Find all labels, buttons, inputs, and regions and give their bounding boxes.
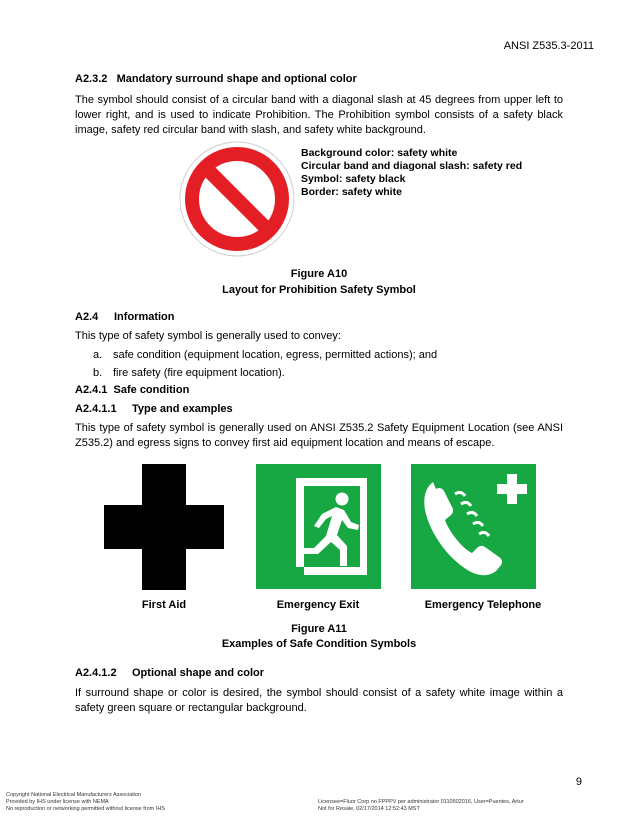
section-body-a2-4-1-2: If surround shape or color is desired, the symbol should consist of a safety white image within a safety green square or rectangular background. <box>75 687 563 714</box>
legend-symbol: Symbol: safety black <box>301 173 406 185</box>
legend-background: Background color: safety white <box>301 147 458 159</box>
figure-a11-title: Examples of Safe Condition Symbols <box>221 638 417 650</box>
prohibition-symbol-icon <box>178 140 296 258</box>
symbol-label-first-aid: First Aid <box>141 599 187 611</box>
footer-left-line-1: Copyright National Electrical Manufacturers Association <box>6 792 142 798</box>
page-number: 9 <box>575 776 582 788</box>
legend-border: Border: safety white <box>301 186 402 198</box>
document-id: ANSI Z535.3-2011 <box>503 40 594 52</box>
section-heading-a2-4-1: A2.4.1 Safe condition <box>75 384 190 396</box>
figure-a10-title: Layout for Prohibition Safety Symbol <box>222 284 416 296</box>
section-body-a2-4-1-1: This type of safety symbol is generally used on ANSI Z535.2 Safety Equipment Location (see ANSI Z535.2) and egress signs to convey first aid equipment location and means of escape. <box>75 422 563 449</box>
emergency-telephone-icon <box>411 464 536 589</box>
section-heading-a2-3-2: A2.3.2 Mandatory surround shape and optional color <box>75 73 357 85</box>
first-aid-cross-icon <box>104 464 224 590</box>
symbol-label-emergency-exit: Emergency Exit <box>276 599 360 611</box>
footer-left-line-2: Provided by IHS under license with NEMA <box>6 799 109 805</box>
legend-band: Circular band and diagonal slash: safety red <box>301 160 523 172</box>
figure-a10-legend <box>301 147 522 199</box>
section-body-a2-3-2: The symbol should consist of a circular band with a diagonal slash at 45 degrees from upper left to lower right, and is used to indicate Prohibition. The Prohibition symbol consists of a safety black image, safety red circular band with slash, and safety white background. <box>75 94 563 136</box>
section-number-a2-4-1-1: A2.4.1.1 <box>75 403 117 415</box>
symbol-label-emergency-telephone: Emergency Telephone <box>424 599 542 611</box>
figure-a11-number: Figure A11 <box>291 623 347 635</box>
list-marker-b: b. <box>93 367 103 379</box>
section-title-a2-4: Information <box>114 311 175 323</box>
footer-right-line-2: Not for Resale, 02/17/2014 12:52:43 MST <box>318 806 420 812</box>
list-item-b: fire safety (fire equipment location). <box>113 367 285 379</box>
list-marker-a: a. <box>93 349 103 361</box>
footer-right <box>318 799 524 813</box>
footer-left <box>6 792 165 813</box>
section-title-a2-4-1-2: Optional shape and color <box>132 667 265 679</box>
figure-a10-number: Figure A10 <box>290 268 348 280</box>
footer-left-line-3: No reproduction or networking permitted without license from IHS <box>6 806 165 812</box>
section-number-a2-4: A2.4 <box>75 311 99 323</box>
section-title-a2-4-1-1: Type and examples <box>132 403 233 415</box>
emergency-exit-icon <box>256 464 381 589</box>
footer-right-line-1: Licensee=Fluor Corp no FPPPV per administrator 0110502016, User=Puentes, Artur <box>318 799 524 805</box>
list-item-a: safe condition (equipment location, egress, permitted actions); and <box>113 349 438 361</box>
section-intro-a2-4: This type of safety symbol is generally used to convey: <box>75 330 341 342</box>
section-number-a2-4-1-2: A2.4.1.2 <box>75 667 117 679</box>
